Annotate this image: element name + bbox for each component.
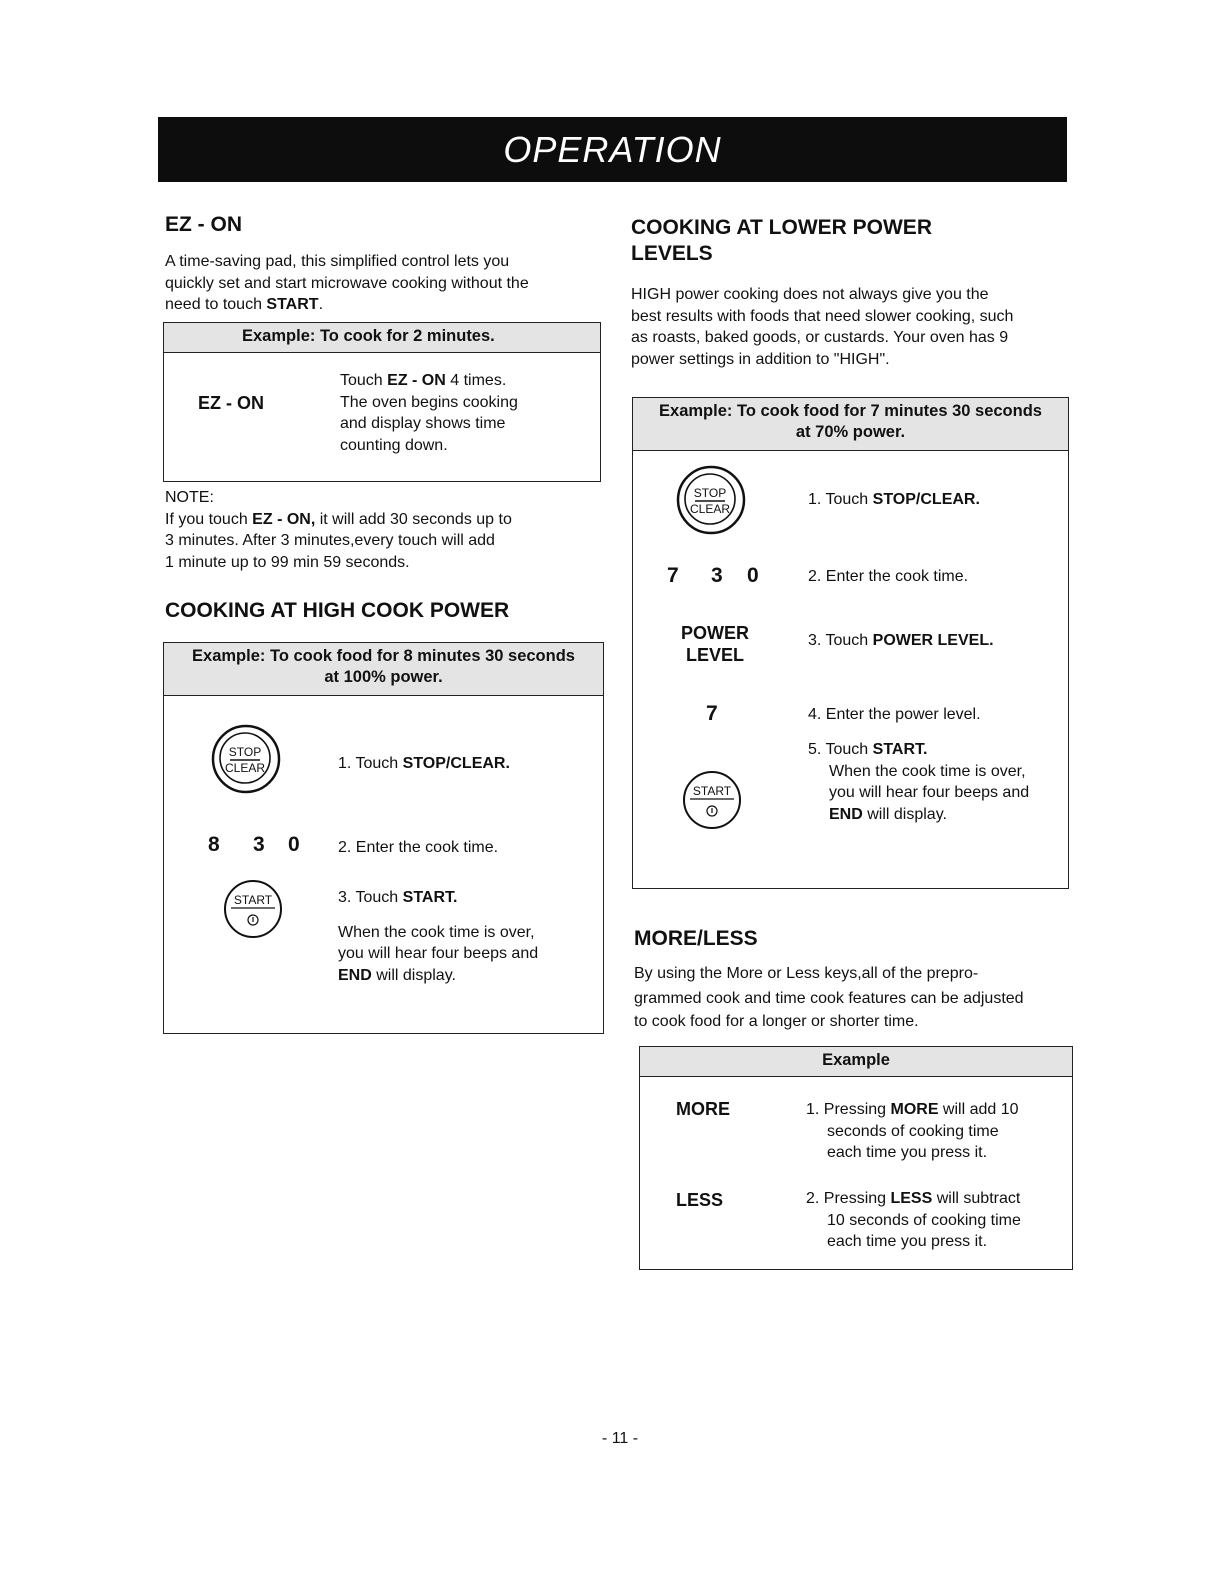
lower-power-example-header: Example: To cook food for 7 minutes 30 seconds at 70% power.	[633, 398, 1068, 451]
more-less-heading: MORE/LESS	[634, 927, 758, 950]
more-less-intro-line: grammed cook and time cook features can be adjusted	[634, 990, 1024, 1007]
ez-on-note	[165, 487, 595, 573]
stop-label: STOP	[228, 745, 262, 759]
section-banner	[158, 117, 1067, 182]
high-step-2: 2. Enter the cook time.	[338, 839, 499, 856]
ez-on-intro-line: need to touch START.	[165, 296, 324, 313]
banner-title: OPERATION	[503, 128, 722, 170]
lower-intro-line: HIGH power cooking does not always give you the	[631, 286, 989, 303]
power-level-key: POWER LEVEL	[680, 623, 749, 665]
note-line: 1 minute up to 99 min 59 seconds.	[165, 553, 410, 571]
lower-power-example-box	[632, 397, 1069, 889]
ez-on-intro	[165, 251, 595, 316]
lower-intro-line: as roasts, baked goods, or custards. Your oven has 9	[631, 329, 1009, 346]
high-step-1: 1. Touch STOP/CLEAR.	[338, 755, 510, 772]
start-label: START	[692, 784, 732, 798]
lower-step-5: 5. Touch START. When the cook time is over, you will hear four beeps and END will display.	[808, 741, 1030, 823]
clear-label: CLEAR	[689, 502, 731, 516]
high-power-example-box	[163, 642, 604, 1034]
ez-on-intro-line: quickly set and start microwave cooking without the	[165, 274, 529, 292]
note-line: If you touch EZ - ON, it will add 30 seconds up to	[165, 510, 512, 528]
clear-label: CLEAR	[224, 761, 266, 775]
lower-step-3: 3. Touch POWER LEVEL.	[808, 632, 994, 649]
lower-step-1: 1. Touch STOP/CLEAR.	[808, 491, 980, 508]
lower-intro-line: power settings in addition to "HIGH".	[631, 350, 890, 368]
ez-on-heading: EZ - ON	[165, 213, 242, 236]
lower-step-4: 4. Enter the power level.	[808, 706, 981, 723]
less-step: 2. Pressing LESS will subtract 10 seconds of cooking time each time you press it.	[806, 1190, 1021, 1250]
ez-on-example-text: Touch EZ - ON 4 times. The oven begins cooking and display shows time counting down.	[340, 372, 518, 454]
note-label: NOTE:	[165, 489, 214, 506]
digit-key-level-7: 7	[706, 702, 718, 725]
more-less-intro-line: to cook food for a longer or shorter time.	[634, 1013, 919, 1030]
high-power-heading: COOKING AT HIGH COOK POWER	[165, 599, 510, 622]
digit-key-3: 3	[253, 833, 265, 856]
digit-key-3: 3	[711, 564, 723, 587]
stop-clear-pad[interactable]	[210, 723, 282, 795]
note-line: 3 minutes. After 3 minutes,every touch will add	[165, 532, 495, 549]
ez-on-key-label: EZ - ON	[198, 393, 264, 413]
digit-key-0: 0	[747, 564, 759, 587]
digit-key-7: 7	[667, 564, 679, 587]
lower-step-2: 2. Enter the cook time.	[808, 568, 969, 585]
lower-power-intro	[631, 284, 1071, 370]
start-pad[interactable]	[222, 878, 284, 940]
more-less-example-header: Example	[640, 1047, 1072, 1077]
start-pad[interactable]	[681, 769, 743, 831]
digit-key-0: 0	[288, 833, 300, 856]
stop-label: STOP	[693, 486, 727, 500]
start-label: START	[233, 893, 273, 907]
digit-key-8: 8	[208, 833, 220, 856]
lower-power-heading: COOKING AT LOWER POWER LEVELS	[631, 216, 932, 265]
high-step-3: 3. Touch START. When the cook time is over, you will hear four beeps and END will display.	[338, 889, 539, 984]
lower-intro-line: best results with foods that need slower cooking, such	[631, 307, 1014, 325]
high-power-example-header: Example: To cook food for 8 minutes 30 seconds at 100% power.	[164, 643, 603, 696]
page-number: - 11 -	[601, 1430, 639, 1447]
stop-clear-pad[interactable]	[675, 464, 747, 536]
ez-on-example-header: Example: To cook for 2 minutes.	[164, 323, 600, 353]
ez-on-intro-line: A time-saving pad, this simplified control lets you	[165, 253, 510, 270]
less-key: LESS	[676, 1190, 724, 1210]
more-less-intro	[634, 961, 1074, 1033]
more-step: 1. Pressing MORE will add 10 seconds of cooking time each time you press it.	[806, 1101, 1019, 1161]
ez-on-example-box	[163, 322, 601, 482]
more-less-example-box	[639, 1046, 1073, 1270]
more-less-intro-line: By using the More or Less keys,all of the prepro-	[634, 965, 979, 982]
more-key: MORE	[676, 1099, 730, 1119]
